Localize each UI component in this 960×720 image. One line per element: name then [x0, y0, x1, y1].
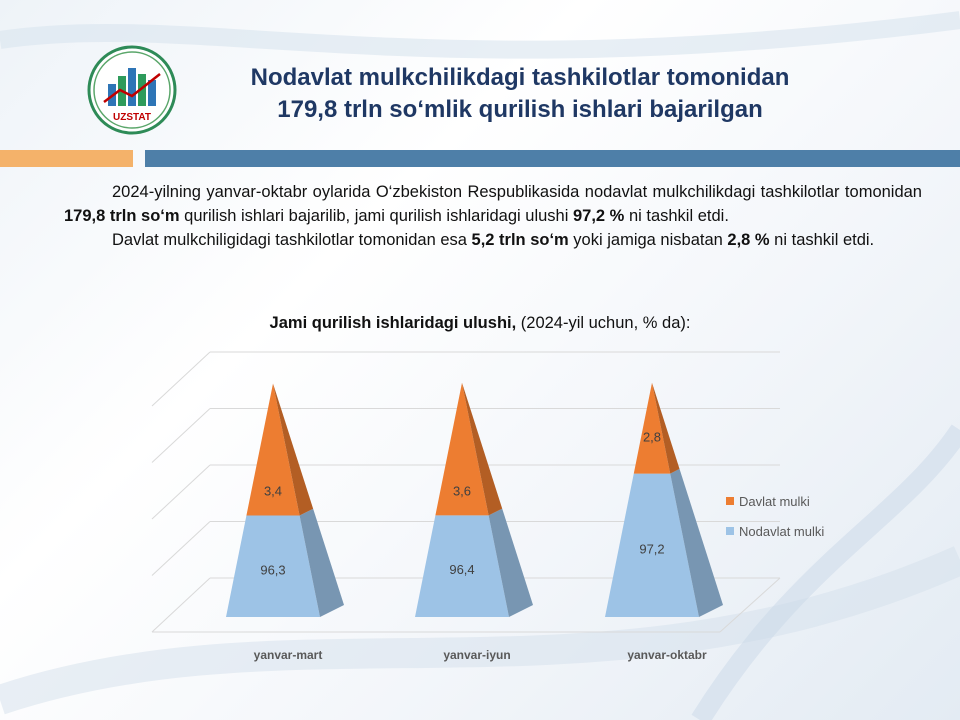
data-label-davlat: 3,4 [263, 483, 283, 499]
legend-item-davlat [726, 486, 824, 516]
gridline-side [152, 522, 210, 576]
legend-swatch-orange [726, 497, 734, 505]
paragraph-1: 2024-yilning yanvar-oktabr oylarida O‘zbekiston Respublikasida nodavlat mulkchilikdagi tashkilotlar tomonidan 179,8 trln so‘m qurilish ishlari bajarilib, jami qurilish ishlaridagi ulushi 97,2 % ni tashkil etdi. [64, 183, 922, 225]
data-label-nodavlat: 97,2 [639, 541, 665, 557]
title-line-1: Nodavlat mulkchilikdagi tashkilotlar tomonidan [250, 64, 790, 91]
legend-label-nodavlat: Nodavlat mulki [739, 523, 825, 539]
data-label-nodavlat: 96,3 [260, 562, 286, 578]
chart-legend [726, 486, 824, 546]
x-tick-label: yanvar-oktabr [627, 648, 707, 662]
data-label-davlat: 3,6 [452, 483, 472, 499]
data-label-nodavlat: 96,4 [449, 562, 475, 578]
legend-label-davlat: Davlat mulki [739, 493, 810, 509]
x-tick-label: yanvar-mart [253, 648, 323, 662]
gridline-side [152, 465, 210, 519]
title-line-2: 179,8 trln so‘mlik qurilish ishlari bajarilgan [277, 96, 763, 123]
gridline-side [152, 409, 210, 463]
gridline-side [152, 578, 210, 632]
chart-title-sub: (2024-yil uchun, % da): [516, 314, 691, 332]
legend-swatch-blue [726, 527, 734, 535]
legend-item-nodavlat [726, 516, 824, 546]
x-tick-label: yanvar-iyun [443, 648, 511, 662]
data-label-davlat: 2,8 [642, 429, 662, 445]
paragraph-2: Davlat mulkchiligidagi tashkilotlar tomonidan esa 5,2 trln so‘m yoki jamiga nisbatan 2,8 % ni tashkil etdi. [112, 231, 875, 249]
chart-title-main: Jami qurilish ishlaridagi ulushi, [269, 314, 517, 332]
logo-text: UZSTAT [113, 112, 151, 123]
gridline-side [152, 352, 210, 406]
floor-right-edge [720, 578, 780, 632]
